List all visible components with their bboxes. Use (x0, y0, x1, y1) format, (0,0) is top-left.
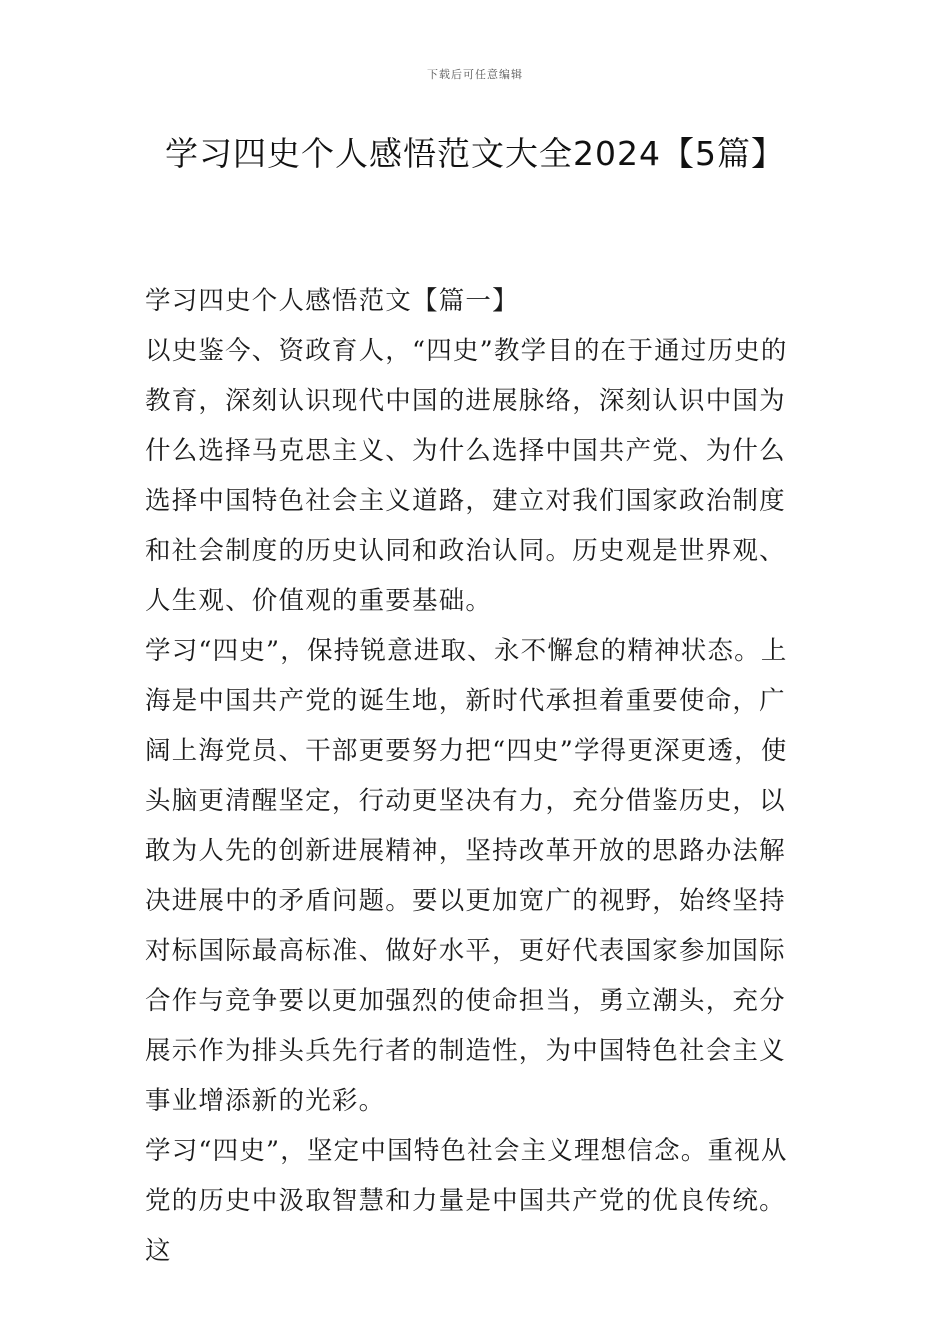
paragraph-3: 学习“四史”，坚定中国特色社会主义理想信念。重视从党的历史中汲取智慧和力量是中国共产党的优良传统。这 (145, 1136, 788, 1266)
section-heading: 学习四史个人感悟范文【篇一】 (145, 286, 519, 316)
document-body (145, 276, 807, 1276)
paragraph-1: 以史鉴今、资政育人，“四史”教学目的在于通过历史的教育，深刻认识现代中国的进展脉络，深刻认识中国为什么选择马克思主义、为什么选择中国共产党、为什么选择中国特色社会主义道路，建立对我们国家政治制度和社会制度的历史认同和政治认同。历史观是世界观、人生观、价值观的重要基础。 (145, 336, 788, 616)
document-title: 学习四史个人感悟范文大全2024【5篇】 (165, 134, 785, 173)
paragraph-2: 学习“四史”，保持锐意进取、永不懈怠的精神状态。上海是中国共产党的诞生地，新时代承担着重要使命，广阔上海党员、干部更要努力把“四史”学得更深更透，使头脑更清醒坚定，行动更坚决有力，充分借鉴历史，以敢为人先的创新进展精神，坚持改革开放的思路办法解决进展中的矛盾问题。要以更加宽广的视野，始终坚持对标国际最高标准、做好水平，更好代表国家参加国际合作与竞争要以更加强烈的使命担当，勇立潮头，充分展示作为排头兵先行者的制造性，为中国特色社会主义事业增添新的光彩。 (145, 636, 788, 1116)
header-note: 下载后可任意编辑 (427, 68, 523, 81)
